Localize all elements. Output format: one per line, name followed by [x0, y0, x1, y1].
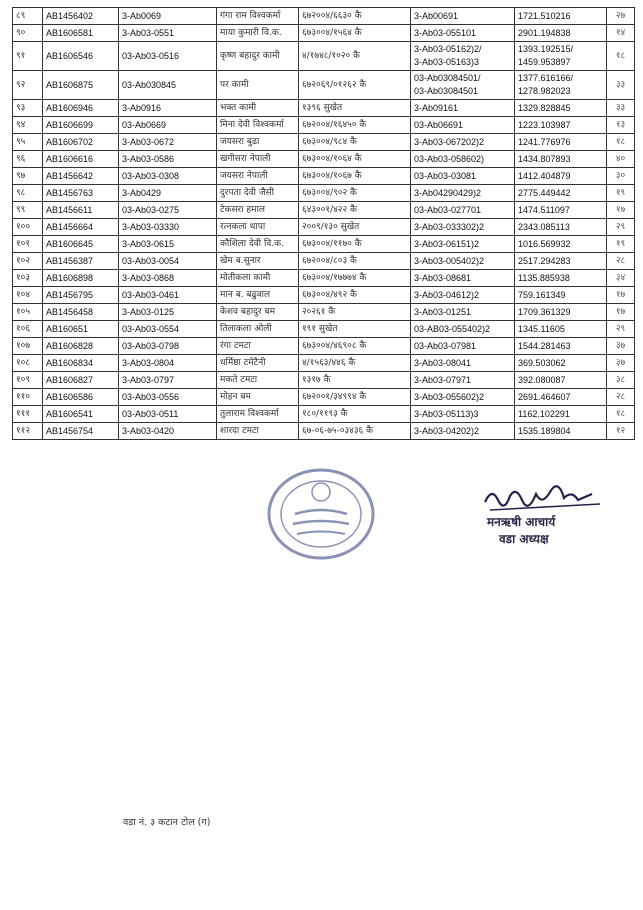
table-row [13, 253, 635, 270]
parcel-code-cell: 03-Ab03-0798 [119, 338, 217, 355]
area-value-cell: 2775.449442 [515, 185, 607, 202]
plot-id-cell: AB1606827 [43, 372, 119, 389]
owner-name-cell: मोतीकला कामी [217, 270, 299, 287]
area-value-cell: 1016.569932 [515, 236, 607, 253]
sub-parcel-code-cell: 3-Ab03-055101 [411, 25, 515, 42]
area-value-cell: 1241.776976 [515, 134, 607, 151]
sub-parcel-code-cell: 3-Ab03-05162)2/ 3-Ab03-05163)3 [411, 42, 515, 71]
sub-parcel-code-cell: 3-Ab03-05113)3 [411, 406, 515, 423]
sub-parcel-code-cell: 03-Ab03-027701 [411, 202, 515, 219]
parcel-code-cell: 03-Ab03-0556 [119, 389, 217, 406]
office-stamp [265, 466, 377, 562]
plot-id-cell: AB1606541 [43, 406, 119, 423]
age-cell: १२ [607, 423, 635, 440]
owner-name-cell: रंगा टमटा [217, 338, 299, 355]
plot-id-cell: AB1456754 [43, 423, 119, 440]
table-row [13, 236, 635, 253]
area-value-cell: 2691.464607 [515, 389, 607, 406]
reference-cell: ६७-०६-७५-०३४३६ कै [299, 423, 411, 440]
parcel-code-cell: 3-Ab03-0672 [119, 134, 217, 151]
reference-cell: ६७३००४/१७७७४ कै [299, 270, 411, 287]
age-cell: ४० [607, 151, 635, 168]
owner-name-cell: मिना देवी विश्वकर्मा [217, 117, 299, 134]
age-cell: ३७ [607, 355, 635, 372]
sub-parcel-code-cell: 03-Ab03084501/ 03-Ab03084501 [411, 71, 515, 100]
plot-id-cell: AB1606702 [43, 134, 119, 151]
table-row [13, 168, 635, 185]
age-cell: ३३ [607, 71, 635, 100]
sub-parcel-code-cell: 3-Ab04290429)2 [411, 185, 515, 202]
age-cell: १८ [607, 134, 635, 151]
sub-parcel-code-cell: 3-Ab03-08041 [411, 355, 515, 372]
table-row [13, 406, 635, 423]
table-row [13, 134, 635, 151]
parcel-code-cell: 3-Ab03-0420 [119, 423, 217, 440]
serial-number-cell: ९४ [13, 117, 43, 134]
reference-cell: ६७२००४/१६४५० कै [299, 117, 411, 134]
serial-number-cell: १११ [13, 406, 43, 423]
serial-number-cell: ११२ [13, 423, 43, 440]
parcel-code-cell: 03-Ab0669 [119, 117, 217, 134]
parcel-code-cell: 03-Ab03-0275 [119, 202, 217, 219]
table-row [13, 25, 635, 42]
sub-parcel-code-cell: 3-Ab03-055602)2 [411, 389, 515, 406]
reference-cell: ६४३००१/४२२ कै [299, 202, 411, 219]
serial-number-cell: १०९ [13, 372, 43, 389]
age-cell: २८ [607, 389, 635, 406]
reference-cell: १३१७ कै [299, 372, 411, 389]
age-cell: १४ [607, 25, 635, 42]
age-cell: २८ [607, 253, 635, 270]
sub-parcel-code-cell: 3-Ab00691 [411, 8, 515, 25]
age-cell: २९ [607, 321, 635, 338]
age-cell: १७ [607, 202, 635, 219]
table-row [13, 8, 635, 25]
plot-id-cell: AB1456387 [43, 253, 119, 270]
serial-number-cell: १०४ [13, 287, 43, 304]
area-value-cell: 1345.11605 [515, 321, 607, 338]
age-cell: ३८ [607, 372, 635, 389]
sub-parcel-code-cell: 3-Ab03-04202)2 [411, 423, 515, 440]
plot-id-cell: AB1606875 [43, 71, 119, 100]
plot-id-cell: AB1456402 [43, 8, 119, 25]
plot-id-cell: AB160651 [43, 321, 119, 338]
owner-name-cell: तुलाराम विश्वकर्मा [217, 406, 299, 423]
parcel-code-cell: 3-Ab03-0551 [119, 25, 217, 42]
parcel-code-cell: 3-Ab03-03330 [119, 219, 217, 236]
serial-number-cell: ९३ [13, 100, 43, 117]
area-value-cell: 1393.192515/ 1459.953897 [515, 42, 607, 71]
serial-number-cell: १०१ [13, 236, 43, 253]
area-value-cell: 1162.102291 [515, 406, 607, 423]
table-row [13, 100, 635, 117]
area-value-cell: 392.080087 [515, 372, 607, 389]
age-cell: २९ [607, 219, 635, 236]
parcel-code-cell: 3-Ab0069 [119, 8, 217, 25]
plot-id-cell: AB1456664 [43, 219, 119, 236]
reference-cell: ४/१७४८/१०२० कै [299, 42, 411, 71]
area-value-cell: 1709.361329 [515, 304, 607, 321]
parcel-code-cell: 03-Ab03-0554 [119, 321, 217, 338]
serial-number-cell: ९७ [13, 168, 43, 185]
reference-cell: २००९/१३० सुखेत [299, 219, 411, 236]
plot-id-cell: AB1606828 [43, 338, 119, 355]
age-cell: १३ [607, 117, 635, 134]
serial-number-cell: १०६ [13, 321, 43, 338]
reference-cell: ६७३००४/१५६४ कै [299, 25, 411, 42]
owner-name-cell: कौशिला देवी वि.क. [217, 236, 299, 253]
owner-name-cell: कृष्ण बहादुर कामी [217, 42, 299, 71]
reference-cell: ६७३००४/९०२ कै [299, 185, 411, 202]
plot-id-cell: AB1606699 [43, 117, 119, 134]
table-row [13, 338, 635, 355]
sub-parcel-code-cell: 3-Ab03-01251 [411, 304, 515, 321]
reference-cell: १३९६ सुखेत [299, 100, 411, 117]
age-cell: ३० [607, 168, 635, 185]
table-row [13, 304, 635, 321]
age-cell: ३३ [607, 100, 635, 117]
owner-name-cell: मोहन बम [217, 389, 299, 406]
parcel-code-cell: 03-Ab03-0511 [119, 406, 217, 423]
owner-name-cell: मकते टमटा [217, 372, 299, 389]
table-row [13, 185, 635, 202]
parcel-code-cell: 3-Ab03-0615 [119, 236, 217, 253]
reference-cell: ६७२००१/३४९९४ कै [299, 389, 411, 406]
reference-cell: ६७२००४/६६३० कै [299, 8, 411, 25]
area-value-cell: 2901.194838 [515, 25, 607, 42]
table-row [13, 71, 635, 100]
serial-number-cell: ९९ [13, 202, 43, 219]
sub-parcel-code-cell: 3-Ab03-07971 [411, 372, 515, 389]
plot-id-cell: AB1456642 [43, 168, 119, 185]
reference-cell: २०२६१ कै [299, 304, 411, 321]
plot-id-cell: AB1456795 [43, 287, 119, 304]
table-row [13, 423, 635, 440]
land-register-table [12, 7, 635, 440]
plot-id-cell: AB1606898 [43, 270, 119, 287]
parcel-code-cell: 03-Ab030845 [119, 71, 217, 100]
parcel-code-cell: 3-Ab0916 [119, 100, 217, 117]
table-row [13, 117, 635, 134]
owner-name-cell: मान ब. बढुवाल [217, 287, 299, 304]
area-value-cell: 1474.511097 [515, 202, 607, 219]
table-row [13, 355, 635, 372]
parcel-code-cell: 3-Ab03-0125 [119, 304, 217, 321]
age-cell: ३७ [607, 338, 635, 355]
area-value-cell: 759.161349 [515, 287, 607, 304]
sub-parcel-code-cell: 3-Ab03-005402)2 [411, 253, 515, 270]
plot-id-cell: AB1606581 [43, 25, 119, 42]
parcel-code-cell: 03-Ab03-0054 [119, 253, 217, 270]
owner-name-cell: जयसरा नेपाली [217, 168, 299, 185]
parcel-code-cell: 3-Ab03-0797 [119, 372, 217, 389]
serial-number-cell: १०७ [13, 338, 43, 355]
sub-parcel-code-cell: 3-Ab03-08681 [411, 270, 515, 287]
owner-name-cell: जयसरा बुढा [217, 134, 299, 151]
area-value-cell: 1223.103987 [515, 117, 607, 134]
sub-parcel-code-cell: 03-AB03-055402)2 [411, 321, 515, 338]
footer-text: वडा नं. ३ कटान टोल (ग) [123, 817, 211, 828]
serial-number-cell: १०८ [13, 355, 43, 372]
serial-number-cell: ९१ [13, 42, 43, 71]
owner-name-cell: रत्नकला थापा [217, 219, 299, 236]
signer-name: मनऋषी आचार्य [487, 515, 556, 529]
age-cell: १९ [607, 185, 635, 202]
sub-parcel-code-cell: 3-Ab03-033302)2 [411, 219, 515, 236]
age-cell: २७ [607, 8, 635, 25]
area-value-cell: 1434.807893 [515, 151, 607, 168]
reference-cell: ६७३००४/९८४ कै [299, 134, 411, 151]
reference-cell: ६७३००४/१०६७ कै [299, 168, 411, 185]
owner-name-cell: खगीसरा नेपाली [217, 151, 299, 168]
plot-id-cell: AB1606586 [43, 389, 119, 406]
table-row [13, 270, 635, 287]
sub-parcel-code-cell: 03-Ab06691 [411, 117, 515, 134]
reference-cell: १९१ सुखेत [299, 321, 411, 338]
sub-parcel-code-cell: 3-Ab03-06151)2 [411, 236, 515, 253]
reference-cell: ६७२००४/८०३ कै [299, 253, 411, 270]
plot-id-cell: AB1456611 [43, 202, 119, 219]
reference-cell: ६७३००४/१०६४ कै [299, 151, 411, 168]
serial-number-cell: ९८ [13, 185, 43, 202]
area-value-cell: 1377.616166/ 1278.982023 [515, 71, 607, 100]
owner-name-cell: पर कामी [217, 71, 299, 100]
owner-name-cell: टेकसरा हमाल [217, 202, 299, 219]
area-value-cell: 2343.085113 [515, 219, 607, 236]
sub-parcel-code-cell: 3-Ab03-067202)2 [411, 134, 515, 151]
table-row [13, 321, 635, 338]
table-row [13, 372, 635, 389]
owner-name-cell: तिलाकला ओली [217, 321, 299, 338]
parcel-code-cell: 03-Ab03-0461 [119, 287, 217, 304]
age-cell: १७ [607, 304, 635, 321]
reference-cell: १८०/११९३ कै [299, 406, 411, 423]
parcel-code-cell: 3-Ab03-0586 [119, 151, 217, 168]
serial-number-cell: ९५ [13, 134, 43, 151]
area-value-cell: 1721.510216 [515, 8, 607, 25]
plot-id-cell: AB1606645 [43, 236, 119, 253]
reference-cell: ६७३००४/४६९०८ कै [299, 338, 411, 355]
table-row [13, 287, 635, 304]
age-cell: १७ [607, 287, 635, 304]
serial-number-cell: ११० [13, 389, 43, 406]
table-row [13, 219, 635, 236]
age-cell: १९ [607, 236, 635, 253]
owner-name-cell: भक्त कामी [217, 100, 299, 117]
sub-parcel-code-cell: 03-Ab03-07981 [411, 338, 515, 355]
serial-number-cell: १०३ [13, 270, 43, 287]
serial-number-cell: १०० [13, 219, 43, 236]
table-body [13, 8, 635, 440]
owner-name-cell: माया कुमारी वि.क. [217, 25, 299, 42]
sub-parcel-code-cell: 03-Ab03-058602) [411, 151, 515, 168]
owner-name-cell: केशव बहादुर बम [217, 304, 299, 321]
area-value-cell: 1544.281463 [515, 338, 607, 355]
reference-cell: ६७२०६९/०१२६२ कै [299, 71, 411, 100]
owner-name-cell: दुरपता देवी जैसी [217, 185, 299, 202]
signer-title: वडा अध्यक्ष [499, 532, 549, 546]
plot-id-cell: AB1456458 [43, 304, 119, 321]
table-row [13, 42, 635, 71]
serial-number-cell: १०२ [13, 253, 43, 270]
serial-number-cell: ९० [13, 25, 43, 42]
parcel-code-cell: 3-Ab0429 [119, 185, 217, 202]
serial-number-cell: ९२ [13, 71, 43, 100]
table-row [13, 389, 635, 406]
reference-cell: ६७३००४/४९२ कै [299, 287, 411, 304]
plot-id-cell: AB1606616 [43, 151, 119, 168]
reference-cell: ६७३००४/११७० कै [299, 236, 411, 253]
sub-parcel-code-cell: 3-Ab03-04612)2 [411, 287, 515, 304]
area-value-cell: 1535.189804 [515, 423, 607, 440]
sub-parcel-code-cell: 03-Ab03-03081 [411, 168, 515, 185]
plot-id-cell: AB1456763 [43, 185, 119, 202]
age-cell: ३४ [607, 270, 635, 287]
age-cell: १८ [607, 406, 635, 423]
area-value-cell: 369.503062 [515, 355, 607, 372]
parcel-code-cell: 03-Ab03-0516 [119, 42, 217, 71]
serial-number-cell: ९६ [13, 151, 43, 168]
plot-id-cell: AB1606946 [43, 100, 119, 117]
sub-parcel-code-cell: 3-Ab09161 [411, 100, 515, 117]
area-value-cell: 1329.828845 [515, 100, 607, 117]
owner-name-cell: गंगा राम विश्वकर्मा [217, 8, 299, 25]
table-row [13, 151, 635, 168]
parcel-code-cell: 3-Ab03-0868 [119, 270, 217, 287]
serial-number-cell: १०५ [13, 304, 43, 321]
area-value-cell: 1412.404879 [515, 168, 607, 185]
area-value-cell: 1135.885938 [515, 270, 607, 287]
owner-name-cell: शारदा टमटा [217, 423, 299, 440]
age-cell: १८ [607, 42, 635, 71]
parcel-code-cell: 3-Ab03-0804 [119, 355, 217, 372]
plot-id-cell: AB1606834 [43, 355, 119, 372]
plot-id-cell: AB1606546 [43, 42, 119, 71]
owner-name-cell: धर्मिष्ठा टमेटैनी [217, 355, 299, 372]
area-value-cell: 2517.294283 [515, 253, 607, 270]
table-row [13, 202, 635, 219]
serial-number-cell: ८९ [13, 8, 43, 25]
parcel-code-cell: 03-Ab03-0308 [119, 168, 217, 185]
reference-cell: ४/१५६३/४४६ कै [299, 355, 411, 372]
owner-name-cell: खेम ब.सुनार [217, 253, 299, 270]
